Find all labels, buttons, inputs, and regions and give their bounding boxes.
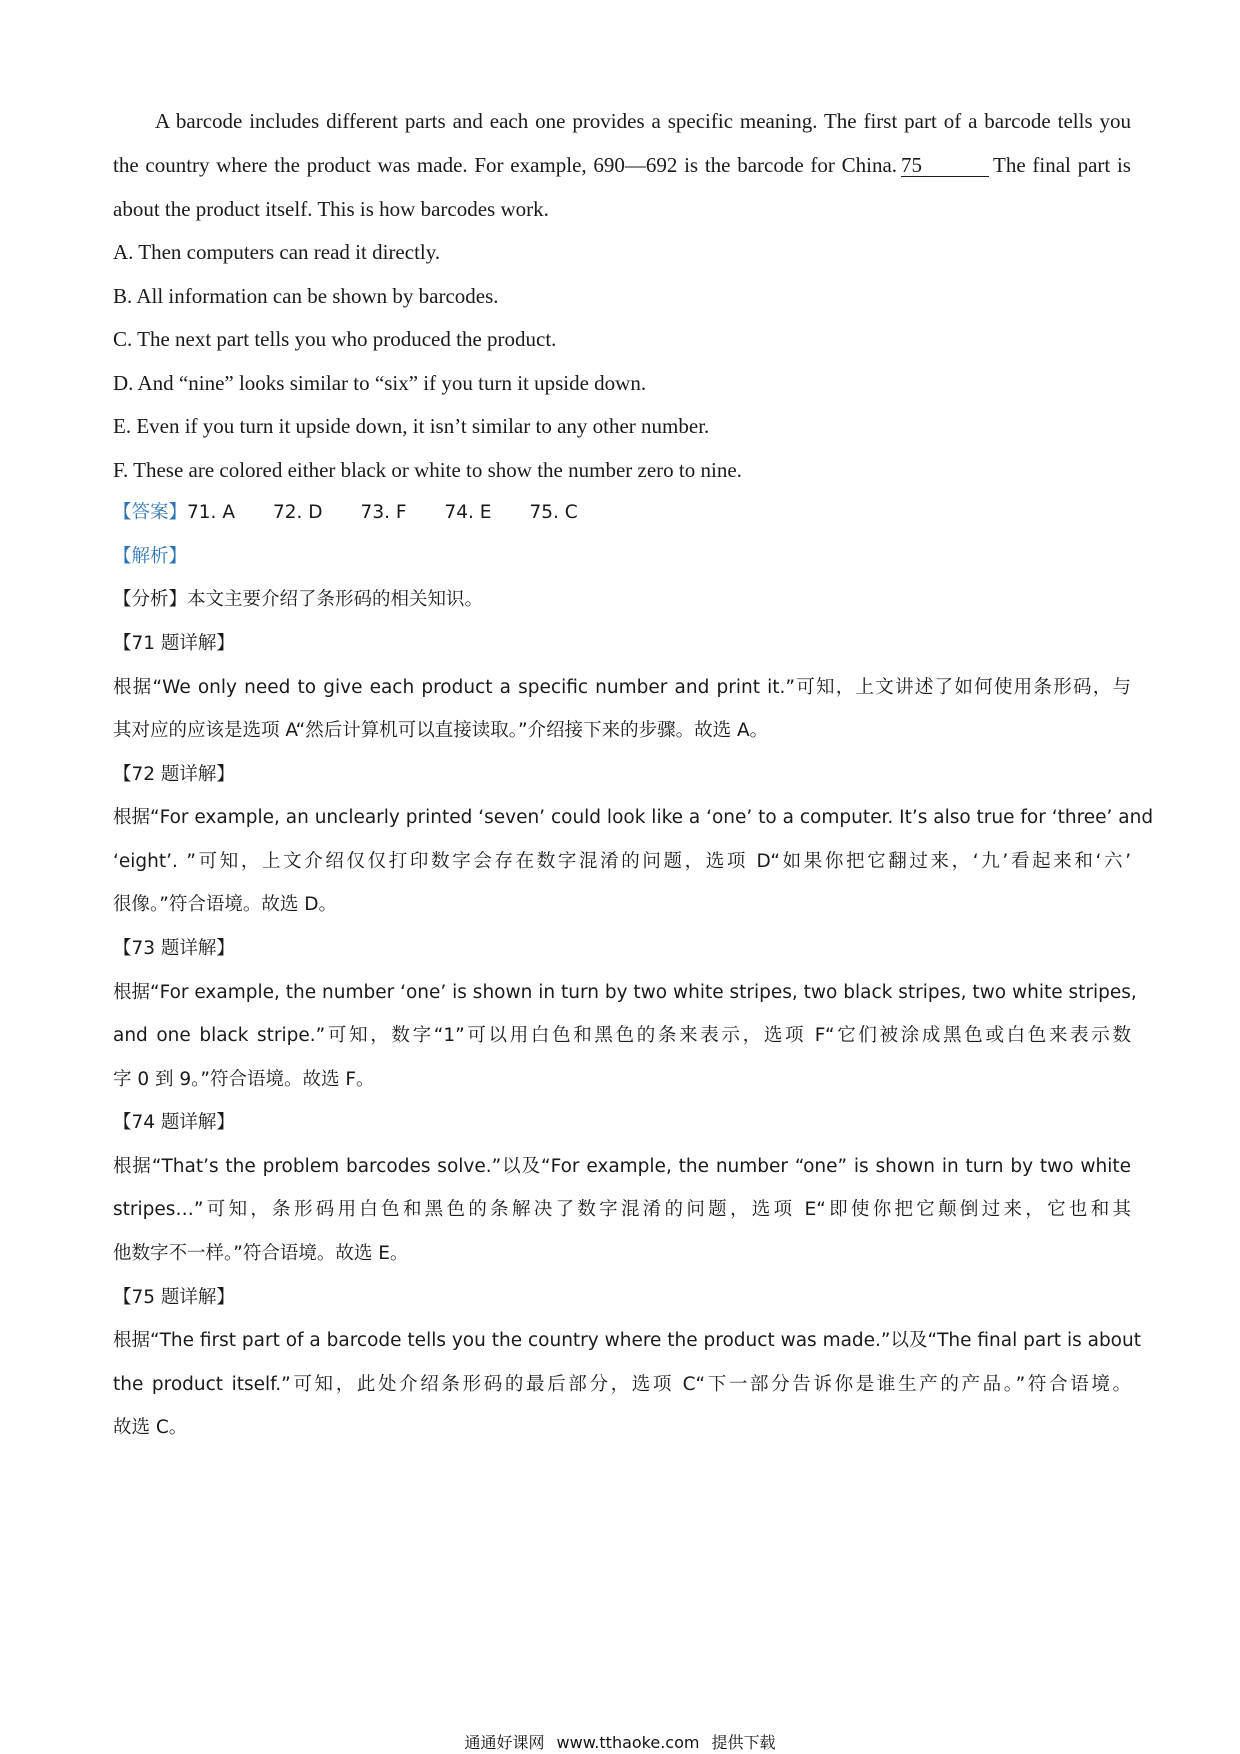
option-d: D. And “nine” looks similar to “six” if you turn it upside down. xyxy=(113,371,647,395)
answer-item: 74. E xyxy=(444,502,492,523)
detail-heading-75: 【75 题详解】 xyxy=(113,1287,235,1308)
passage-line-2-end: The final part is xyxy=(993,153,1131,177)
detail-74-line-2: stripes…”可知，条形码用白色和黑色的条解决了数字混淆的问题，选项 E“即使你把它颠倒过来，它也和其 xyxy=(113,1199,1131,1220)
passage-line-2-text: the country where the product was made. For example, 690—692 is the barcode for China. xyxy=(113,153,898,177)
passage-line-2 xyxy=(113,151,1131,179)
detail-75-line-3: 故选 C。 xyxy=(113,1417,188,1438)
option-c: C. The next part tells you who produced the product. xyxy=(113,327,557,351)
footer-url[interactable]: www.tthaoke.com xyxy=(556,1733,700,1752)
detail-heading-74: 【74 题详解】 xyxy=(113,1112,235,1133)
passage-line-3: about the product itself. This is how barcodes work. xyxy=(113,197,549,221)
answer-item: 72. D xyxy=(272,502,323,523)
detail-heading-72: 【72 题详解】 xyxy=(113,764,235,785)
answer-label: 【答案】 xyxy=(113,502,188,523)
detail-74-line-3: 他数字不一样。”符合语境。故选 E。 xyxy=(113,1243,409,1264)
answer-blank-75: 75 xyxy=(901,154,989,177)
answer-item: 73. F xyxy=(360,502,407,523)
detail-heading-73: 【73 题详解】 xyxy=(113,938,235,959)
detail-73-line-2: and one black stripe.”可知，数字“1”可以用白色和黑色的条来表示，选项 F“它们被涂成黑色或白色来表示数 xyxy=(113,1025,1131,1046)
detail-73-line-1: 根据“For example, the number ‘one’ is shown in turn by two white stripes, two black stripes, two white stripes, xyxy=(113,982,1137,1003)
answer-item: 75. C xyxy=(529,502,578,523)
analysis-summary: 【分析】本文主要介绍了条形码的相关知识。 xyxy=(113,589,484,610)
analysis-label: 【解析】 xyxy=(113,546,188,567)
passage-line-1: A barcode includes different parts and each one provides a specific meaning. The first part of a barcode tells you xyxy=(155,109,1131,133)
detail-72-line-1: 根据“For example, an unclearly printed ‘seven’ could look like a ‘one’ to a computer. It’s also true for ‘three’ and xyxy=(113,807,1154,828)
detail-71-line-1: 根据“We only need to give each product a specific number and print it.”可知，上文讲述了如何使用条形码，与 xyxy=(113,677,1131,698)
option-f: F. These are colored either black or white to show the number zero to nine. xyxy=(113,458,742,482)
detail-72-line-3: 很像。”符合语境。故选 D。 xyxy=(113,894,337,915)
detail-71-line-2: 其对应的应该是选项 A“然后计算机可以直接读取。”介绍接下来的步骤。故选 A。 xyxy=(113,720,769,741)
option-e: E. Even if you turn it upside down, it isn’t similar to any other number. xyxy=(113,414,710,438)
option-b: B. All information can be shown by barcodes. xyxy=(113,284,499,308)
page-footer xyxy=(0,1730,1240,1753)
detail-75-line-1: 根据“The first part of a barcode tells you the country where the product was made.”以及“The final part is about xyxy=(113,1330,1141,1351)
detail-75-line-2: the product itself.”可知，此处介绍条形码的最后部分，选项 C“下一部分告诉你是谁生产的产品。”符合语境。 xyxy=(113,1374,1131,1395)
detail-74-line-1: 根据“That’s the problem barcodes solve.”以及“For example, the number “one” is shown in turn by two white xyxy=(113,1156,1131,1177)
footer-note: 提供下载 xyxy=(711,1733,776,1752)
answer-item: 71. A xyxy=(187,502,235,523)
detail-heading-71: 【71 题详解】 xyxy=(113,633,235,654)
footer-site-name: 通通好课网 xyxy=(464,1733,545,1752)
detail-72-line-2: ‘eight’. ”可知，上文介绍仅仅打印数字会存在数字混淆的问题，选项 D“如果你把它翻过来，‘九’看起来和‘六’ xyxy=(113,851,1131,872)
detail-73-line-3: 字 0 到 9。”符合语境。故选 F。 xyxy=(113,1069,375,1090)
option-a: A. Then computers can read it directly. xyxy=(113,240,441,264)
answer-line xyxy=(113,499,1131,527)
